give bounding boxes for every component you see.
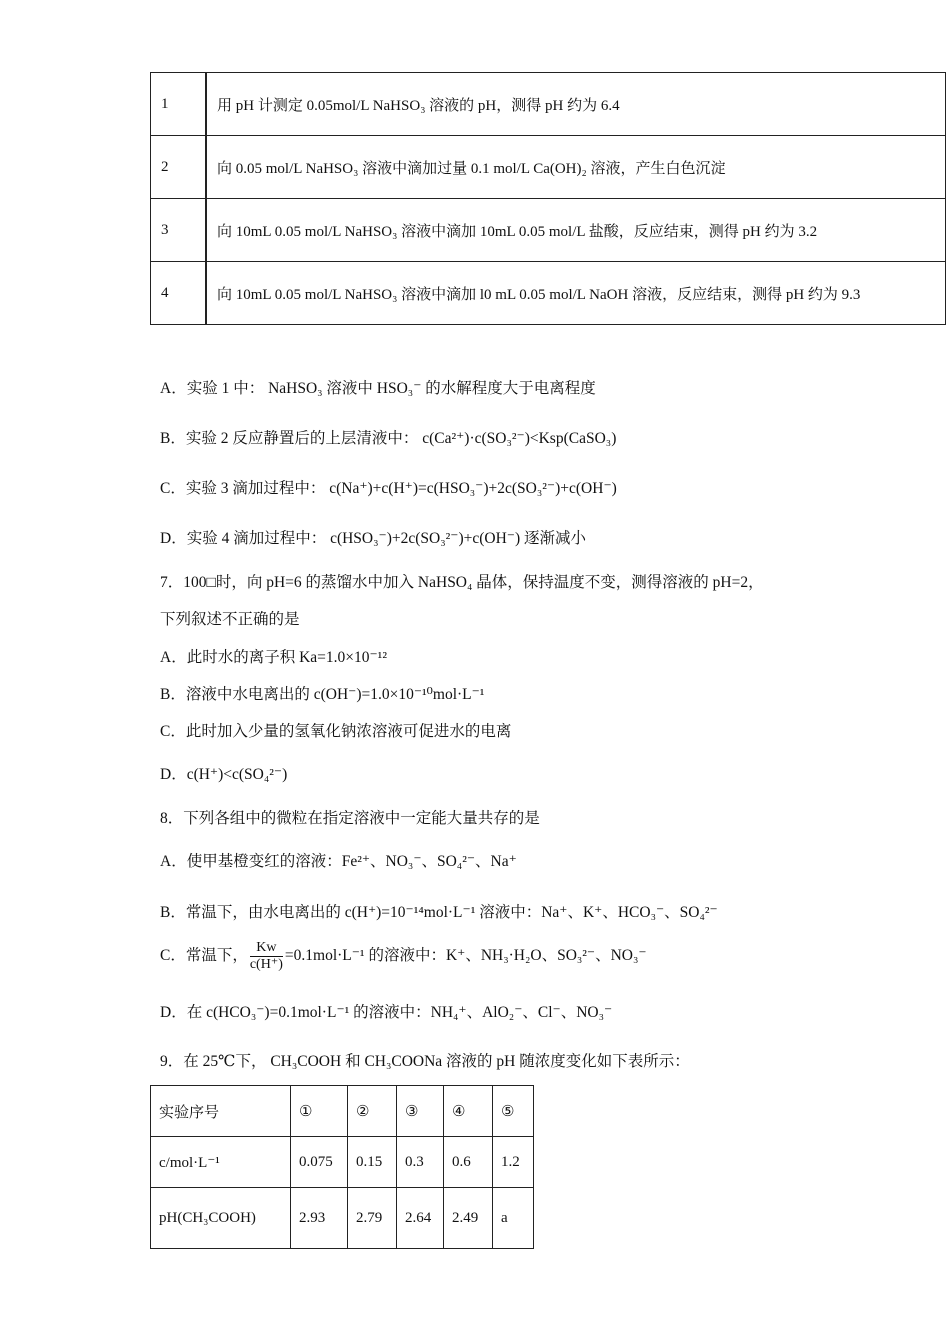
q6-option-a: A．实验 1 中： NaHSO₃ 溶液中 HSO₃⁻ 的水解程度大于电离程度 [160,380,596,397]
table-header-cell: ③ [397,1086,444,1137]
table-header-cell: 实验序号 [151,1086,291,1137]
q8-option-c [160,940,647,973]
q9-stem: 9．在 25℃下， CH₃COOH 和 CH₃COONa 溶液的 pH 随浓度变化如下表所示： [160,1053,690,1070]
experiment-number: 3 [151,199,207,262]
table-row [151,136,946,199]
q6-option-b: B．实验 2 反应静置后的上层清液中： c(Ca²⁺)·c(SO₃²⁻)<Ksp(CaSO₃) [160,430,617,447]
kw-fraction [250,940,283,973]
q7-option-b: B．溶液中水电离出的 c(OH⁻)=1.0×10⁻¹⁰mol·L⁻¹ [160,686,485,703]
table-header-cell: ④ [444,1086,493,1137]
experiment-description: 向 10mL 0.05 mol/L NaHSO₃ 溶液中滴加 10mL 0.05 mol/L 盐酸，反应结束，测得 pH 约为 3.2 [206,199,946,262]
table-row [151,1188,534,1249]
experiment-number: 2 [151,136,207,199]
experiment-description: 向 10mL 0.05 mol/L NaHSO₃ 溶液中滴加 l0 mL 0.05 mol/L NaOH 溶液，反应结束，测得 pH 约为 9.3 [206,262,946,325]
q7-option-a: A．此时水的离子积 Ka=1.0×10⁻¹² [160,649,387,666]
table-cell: 1.2 [493,1137,534,1188]
table-row [151,262,946,325]
table-row [151,1137,534,1188]
table-header-cell: ② [348,1086,397,1137]
q8-option-d: D．在 c(HCO₃⁻)=0.1mol·L⁻¹ 的溶液中：NH₄⁺、AlO₂⁻、Cl⁻、NO₃⁻ [160,1004,613,1021]
table-cell: 0.3 [397,1137,444,1188]
table-row [151,73,946,136]
ph-table [150,1085,534,1249]
q6-option-c: C．实验 3 滴加过程中： c(Na⁺)+c(H⁺)=c(HSO₃⁻)+2c(SO₃²⁻)+c(OH⁻) [160,480,617,497]
experiment-table [150,72,946,325]
table-cell: 2.64 [397,1188,444,1249]
table-cell: 0.6 [444,1137,493,1188]
q6-option-d: D．实验 4 滴加过程中： c(HSO₃⁻)+2c(SO₃²⁻)+c(OH⁻) 逐渐减小 [160,530,586,547]
experiment-description: 用 pH 计测定 0.05mol/L NaHSO₃ 溶液的 pH，测得 pH 约为 6.4 [206,73,946,136]
q8-option-c-prefix: C．常温下， [160,947,248,965]
table-cell: 2.49 [444,1188,493,1249]
experiment-description: 向 0.05 mol/L NaHSO₃ 溶液中滴加过量 0.1 mol/L Ca(OH)₂ 溶液，产生白色沉淀 [206,136,946,199]
fraction-denominator: c(H⁺) [249,957,283,972]
table-cell: pH(CH₃COOH) [151,1188,291,1249]
table-cell: c/mol·L⁻¹ [151,1137,291,1188]
table-header-cell: ⑤ [493,1086,534,1137]
q8-stem: 8．下列各组中的微粒在指定溶液中一定能大量共存的是 [160,810,540,827]
table-row [151,1086,534,1137]
experiment-number: 4 [151,262,207,325]
table-cell: 0.075 [291,1137,348,1188]
q7-option-c: C．此时加入少量的氢氧化钠浓溶液可促进水的电离 [160,723,512,740]
table-cell: 0.15 [348,1137,397,1188]
experiment-number: 1 [151,73,207,136]
q7-stem-continued: 下列叙述不正确的是 [160,611,300,628]
table-cell: a [493,1188,534,1249]
table-cell: 2.93 [291,1188,348,1249]
q8-option-c-suffix: =0.1mol·L⁻¹ 的溶液中：K⁺、NH₃·H₂O、SO₃²⁻、NO₃⁻ [284,947,647,965]
q7-stem: 7．100□时，向 pH=6 的蒸馏水中加入 NaHSO₄ 晶体，保持温度不变，测得溶液的 pH=2， [160,574,764,591]
q8-option-a: A．使甲基橙变红的溶液：Fe²⁺、NO₃⁻、SO₄²⁻、Na⁺ [160,853,517,870]
table-cell: 2.79 [348,1188,397,1249]
table-header-cell: ① [291,1086,348,1137]
q8-option-b: B．常温下，由水电离出的 c(H⁺)=10⁻¹⁴mol·L⁻¹ 溶液中：Na⁺、K⁺、HCO₃⁻、SO₄²⁻ [160,904,718,921]
fraction-numerator: Kw [250,940,283,957]
table-row [151,199,946,262]
q7-option-d: D．c(H⁺)<c(SO₄²⁻) [160,766,288,783]
